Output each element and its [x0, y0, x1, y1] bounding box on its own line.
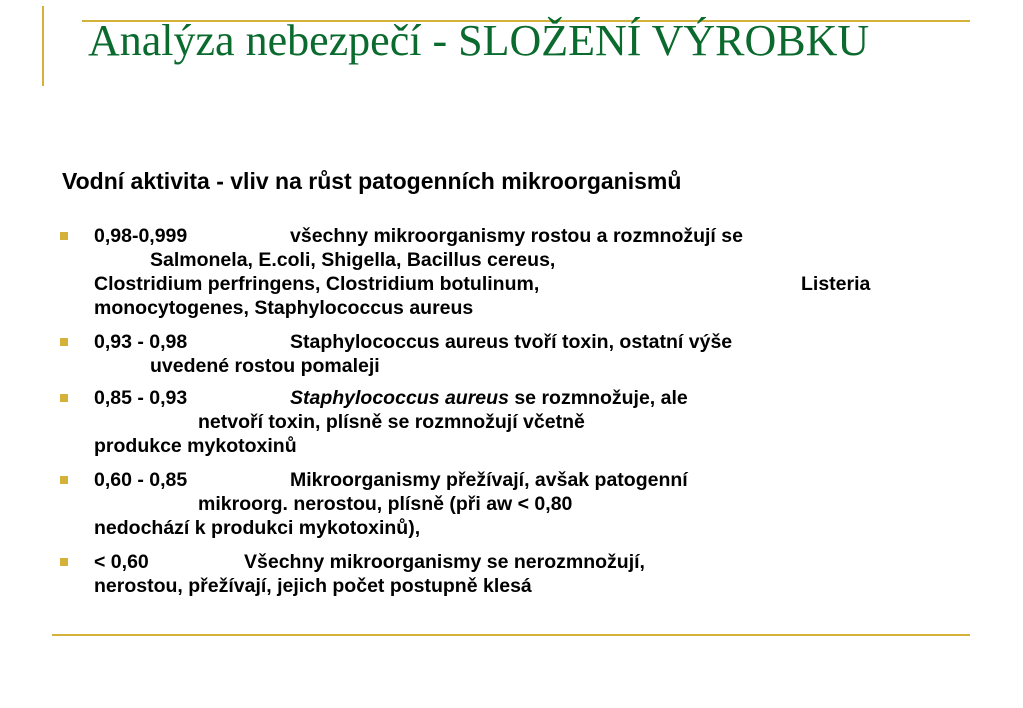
list-item — [60, 386, 940, 460]
bottom-rule — [52, 634, 970, 636]
item-text: se rozmnožuje, ale — [508, 387, 688, 409]
item-text: uvedené rostou pomaleji — [150, 355, 380, 377]
item-text: nerostou, přežívají, jejich počet postupně klesá — [94, 575, 532, 597]
item-italic-text: Staphylococcus aureus — [290, 387, 509, 409]
item-range: 0,98-0,999 — [94, 225, 188, 247]
item-text: Clostridium perfringens, Clostridium botulinum, — [94, 273, 540, 295]
item-text: produkce mykotoxinů — [94, 435, 297, 457]
list-item — [60, 468, 940, 542]
slide-title: Analýza nebezpečí - SLOŽENÍ VÝROBKU — [88, 16, 870, 65]
square-bullet-icon — [60, 394, 68, 402]
item-text: Mikroorganismy přežívají, avšak patogenní — [290, 469, 688, 491]
list-item — [60, 550, 940, 600]
slide-subtitle: Vodní aktivita - vliv na růst patogenních mikroorganismů — [62, 168, 682, 194]
square-bullet-icon — [60, 476, 68, 484]
item-range: < 0,60 — [94, 551, 149, 573]
item-range: 0,85 - 0,93 — [94, 387, 188, 409]
square-bullet-icon — [60, 232, 68, 240]
item-text: všechny mikroorganismy rostou a rozmnožují se — [290, 225, 743, 247]
left-rule — [42, 6, 44, 86]
list-item — [60, 224, 940, 324]
item-text: nedochází k produkci mykotoxinů), — [94, 517, 421, 539]
item-text: Staphylococcus aureus tvoří toxin, ostatní výše — [290, 331, 733, 353]
item-range: 0,60 - 0,85 — [94, 469, 188, 491]
square-bullet-icon — [60, 338, 68, 346]
square-bullet-icon — [60, 558, 68, 566]
item-text: Listeria — [801, 273, 871, 295]
item-text: netvoří toxin, plísně se rozmnožují včetně — [198, 411, 585, 433]
item-range: 0,93 - 0,98 — [94, 331, 188, 353]
item-text: monocytogenes, Staphylococcus aureus — [94, 297, 474, 319]
item-text: mikroorg. nerostou, plísně (při aw < 0,80 — [198, 493, 573, 515]
item-text: Všechny mikroorganismy se nerozmnožují, — [244, 551, 645, 573]
list-item — [60, 330, 940, 380]
item-text: Salmonela, E.coli, Shigella, Bacillus cereus, — [150, 249, 556, 271]
